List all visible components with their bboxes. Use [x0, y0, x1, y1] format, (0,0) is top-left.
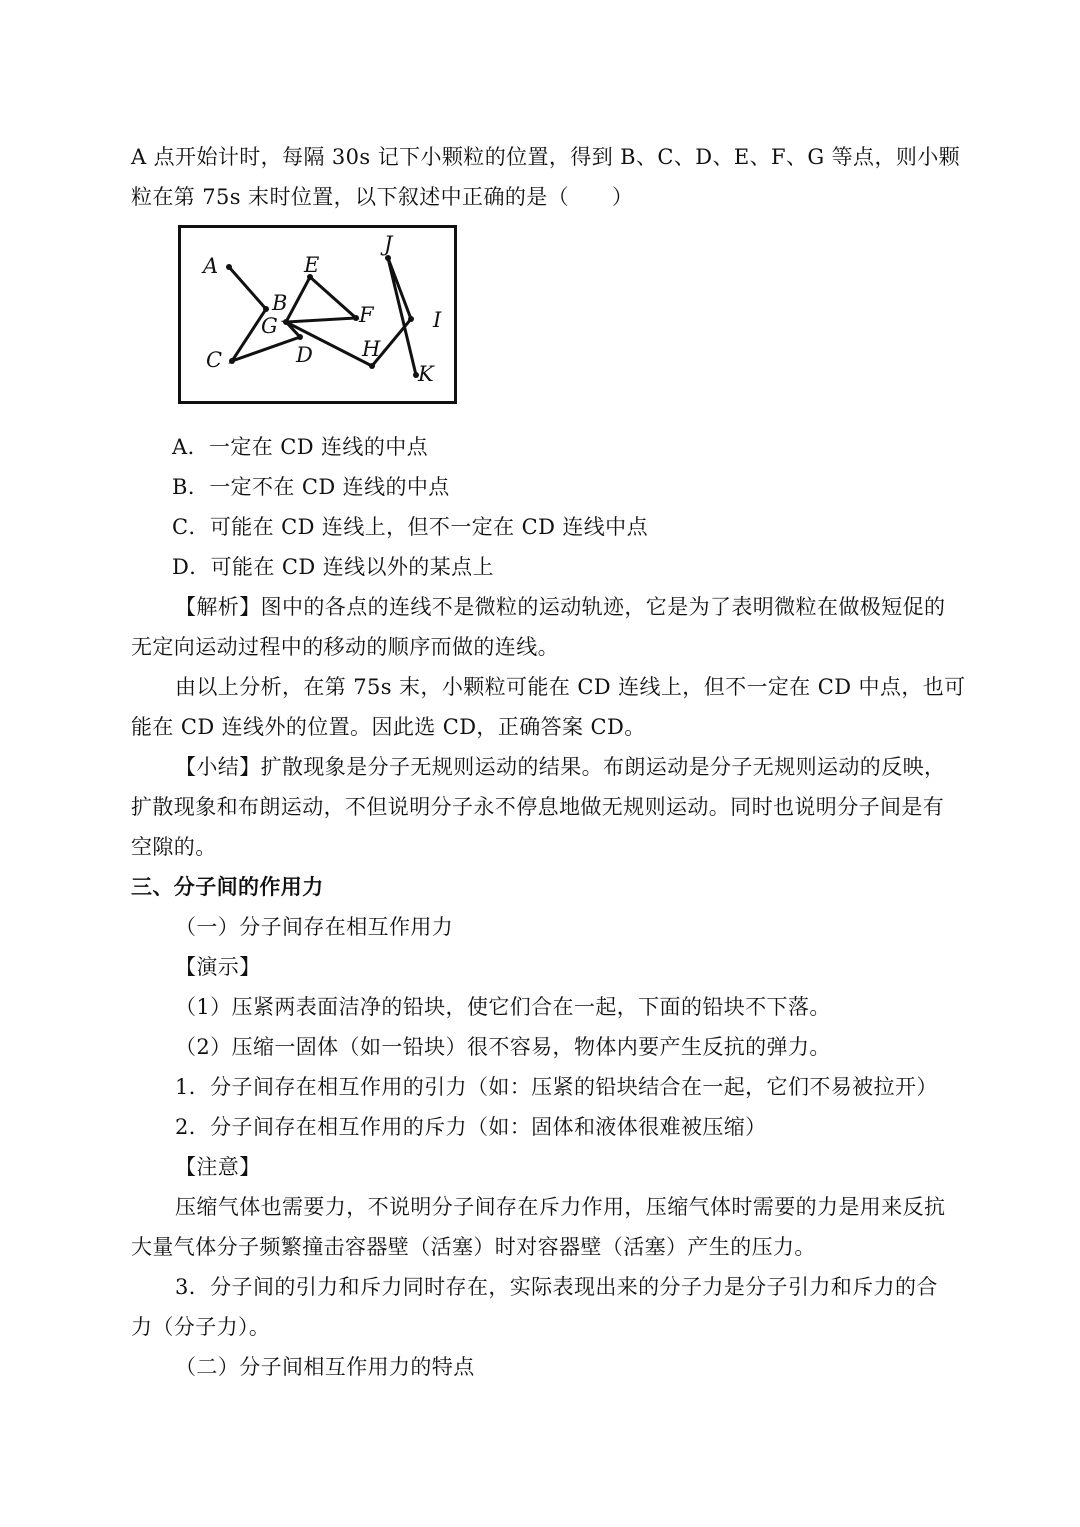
point-e-label: E [304, 253, 320, 277]
intro-line-1: A 点开始计时，每隔 30s 记下小颗粒的位置，得到 B、C、D、E、F、G 等点，则小颗 [131, 145, 961, 169]
brownian-motion-figure [178, 225, 458, 405]
point-f-label: F [359, 303, 374, 327]
point-g-label: G [261, 314, 278, 338]
option-d: D．可能在 CD 连线以外的某点上 [172, 555, 494, 579]
analysis-line-4: 能在 CD 连线外的位置。因此选 CD，正确答案 CD。 [131, 715, 646, 739]
particle-path [229, 258, 416, 375]
analysis-line-3: 由以上分析，在第 75s 末，小颗粒可能在 CD 连线上，但不一定在 CD 中点，也可 [175, 675, 966, 699]
point-j-label: J [384, 232, 393, 256]
point-d-label: D [296, 343, 313, 367]
option-a: A．一定在 CD 连线的中点 [172, 435, 429, 459]
point-i-label: I [433, 308, 442, 332]
note-label: 【注意】 [175, 1155, 261, 1179]
point-g-marker [283, 319, 289, 325]
point-item-3-line-2: 力（分子力）。 [131, 1315, 271, 1339]
summary-line-1: 【小结】扩散现象是分子无规则运动的结果。布朗运动是分子无规则运动的反映， [175, 755, 946, 779]
point-item-1: 1．分子间存在相互作用的引力（如：压紧的铅块结合在一起，它们不易被拉开） [175, 1075, 938, 1099]
note-line-1: 压缩气体也需要力，不说明分子间存在斥力作用，压缩气体时需要的力是用来反抗 [175, 1195, 946, 1219]
summary-line-3: 空隙的。 [131, 835, 217, 859]
point-d-marker [297, 334, 303, 340]
analysis-line-1: 【解析】图中的各点的连线不是微粒的运动轨迹，它是为了表明微粒在做极短促的 [175, 595, 946, 619]
point-markers [226, 255, 419, 378]
section-heading: 三、分子间的作用力 [131, 875, 324, 899]
note-line-2: 大量气体分子频繁撞击容器壁（活塞）时对容器壁（活塞）产生的压力。 [131, 1235, 816, 1259]
brownian-motion-diagram [178, 225, 458, 405]
option-b: B．一定不在 CD 连线的中点 [172, 475, 450, 499]
point-item-3-line-1: 3．分子间的引力和斥力同时存在，实际表现出来的分子力是分子引力和斥力的合 [175, 1275, 938, 1299]
point-b-label: B [272, 291, 288, 315]
point-k-label: K [418, 362, 434, 386]
point-c-label: C [206, 348, 223, 372]
point-c-marker [229, 358, 235, 364]
point-h-marker [369, 363, 375, 369]
summary-line-2: 扩散现象和布朗运动，不但说明分子永不停息地做无规则运动。同时也说明分子间是有 [131, 795, 945, 819]
demo-label: 【演示】 [175, 955, 261, 979]
subsection-heading-2: （二）分子间相互作用力的特点 [175, 1355, 475, 1379]
option-c: C．可能在 CD 连线上，但不一定在 CD 连线中点 [172, 515, 648, 539]
demo-item-1: （1）压紧两表面洁净的铅块，使它们合在一起，下面的铅块不下落。 [175, 995, 831, 1019]
point-i-marker [408, 316, 414, 322]
intro-line-2: 粒在第 75s 末时位置，以下叙述中正确的是（ ） [131, 185, 634, 209]
analysis-line-2: 无定向运动过程中的移动的顺序而做的连线。 [131, 635, 559, 659]
point-b-marker [263, 306, 269, 312]
point-a-label: A [203, 254, 219, 278]
demo-item-2: （2）压缩一固体（如一铅块）很不容易，物体内要产生反抗的弹力。 [175, 1035, 831, 1059]
point-item-2: 2．分子间存在相互作用的斥力（如：固体和液体很难被压缩） [175, 1115, 767, 1139]
point-h-label: H [362, 337, 381, 361]
point-a-marker [226, 264, 232, 270]
subsection-heading-1: （一）分子间存在相互作用力 [175, 915, 454, 939]
